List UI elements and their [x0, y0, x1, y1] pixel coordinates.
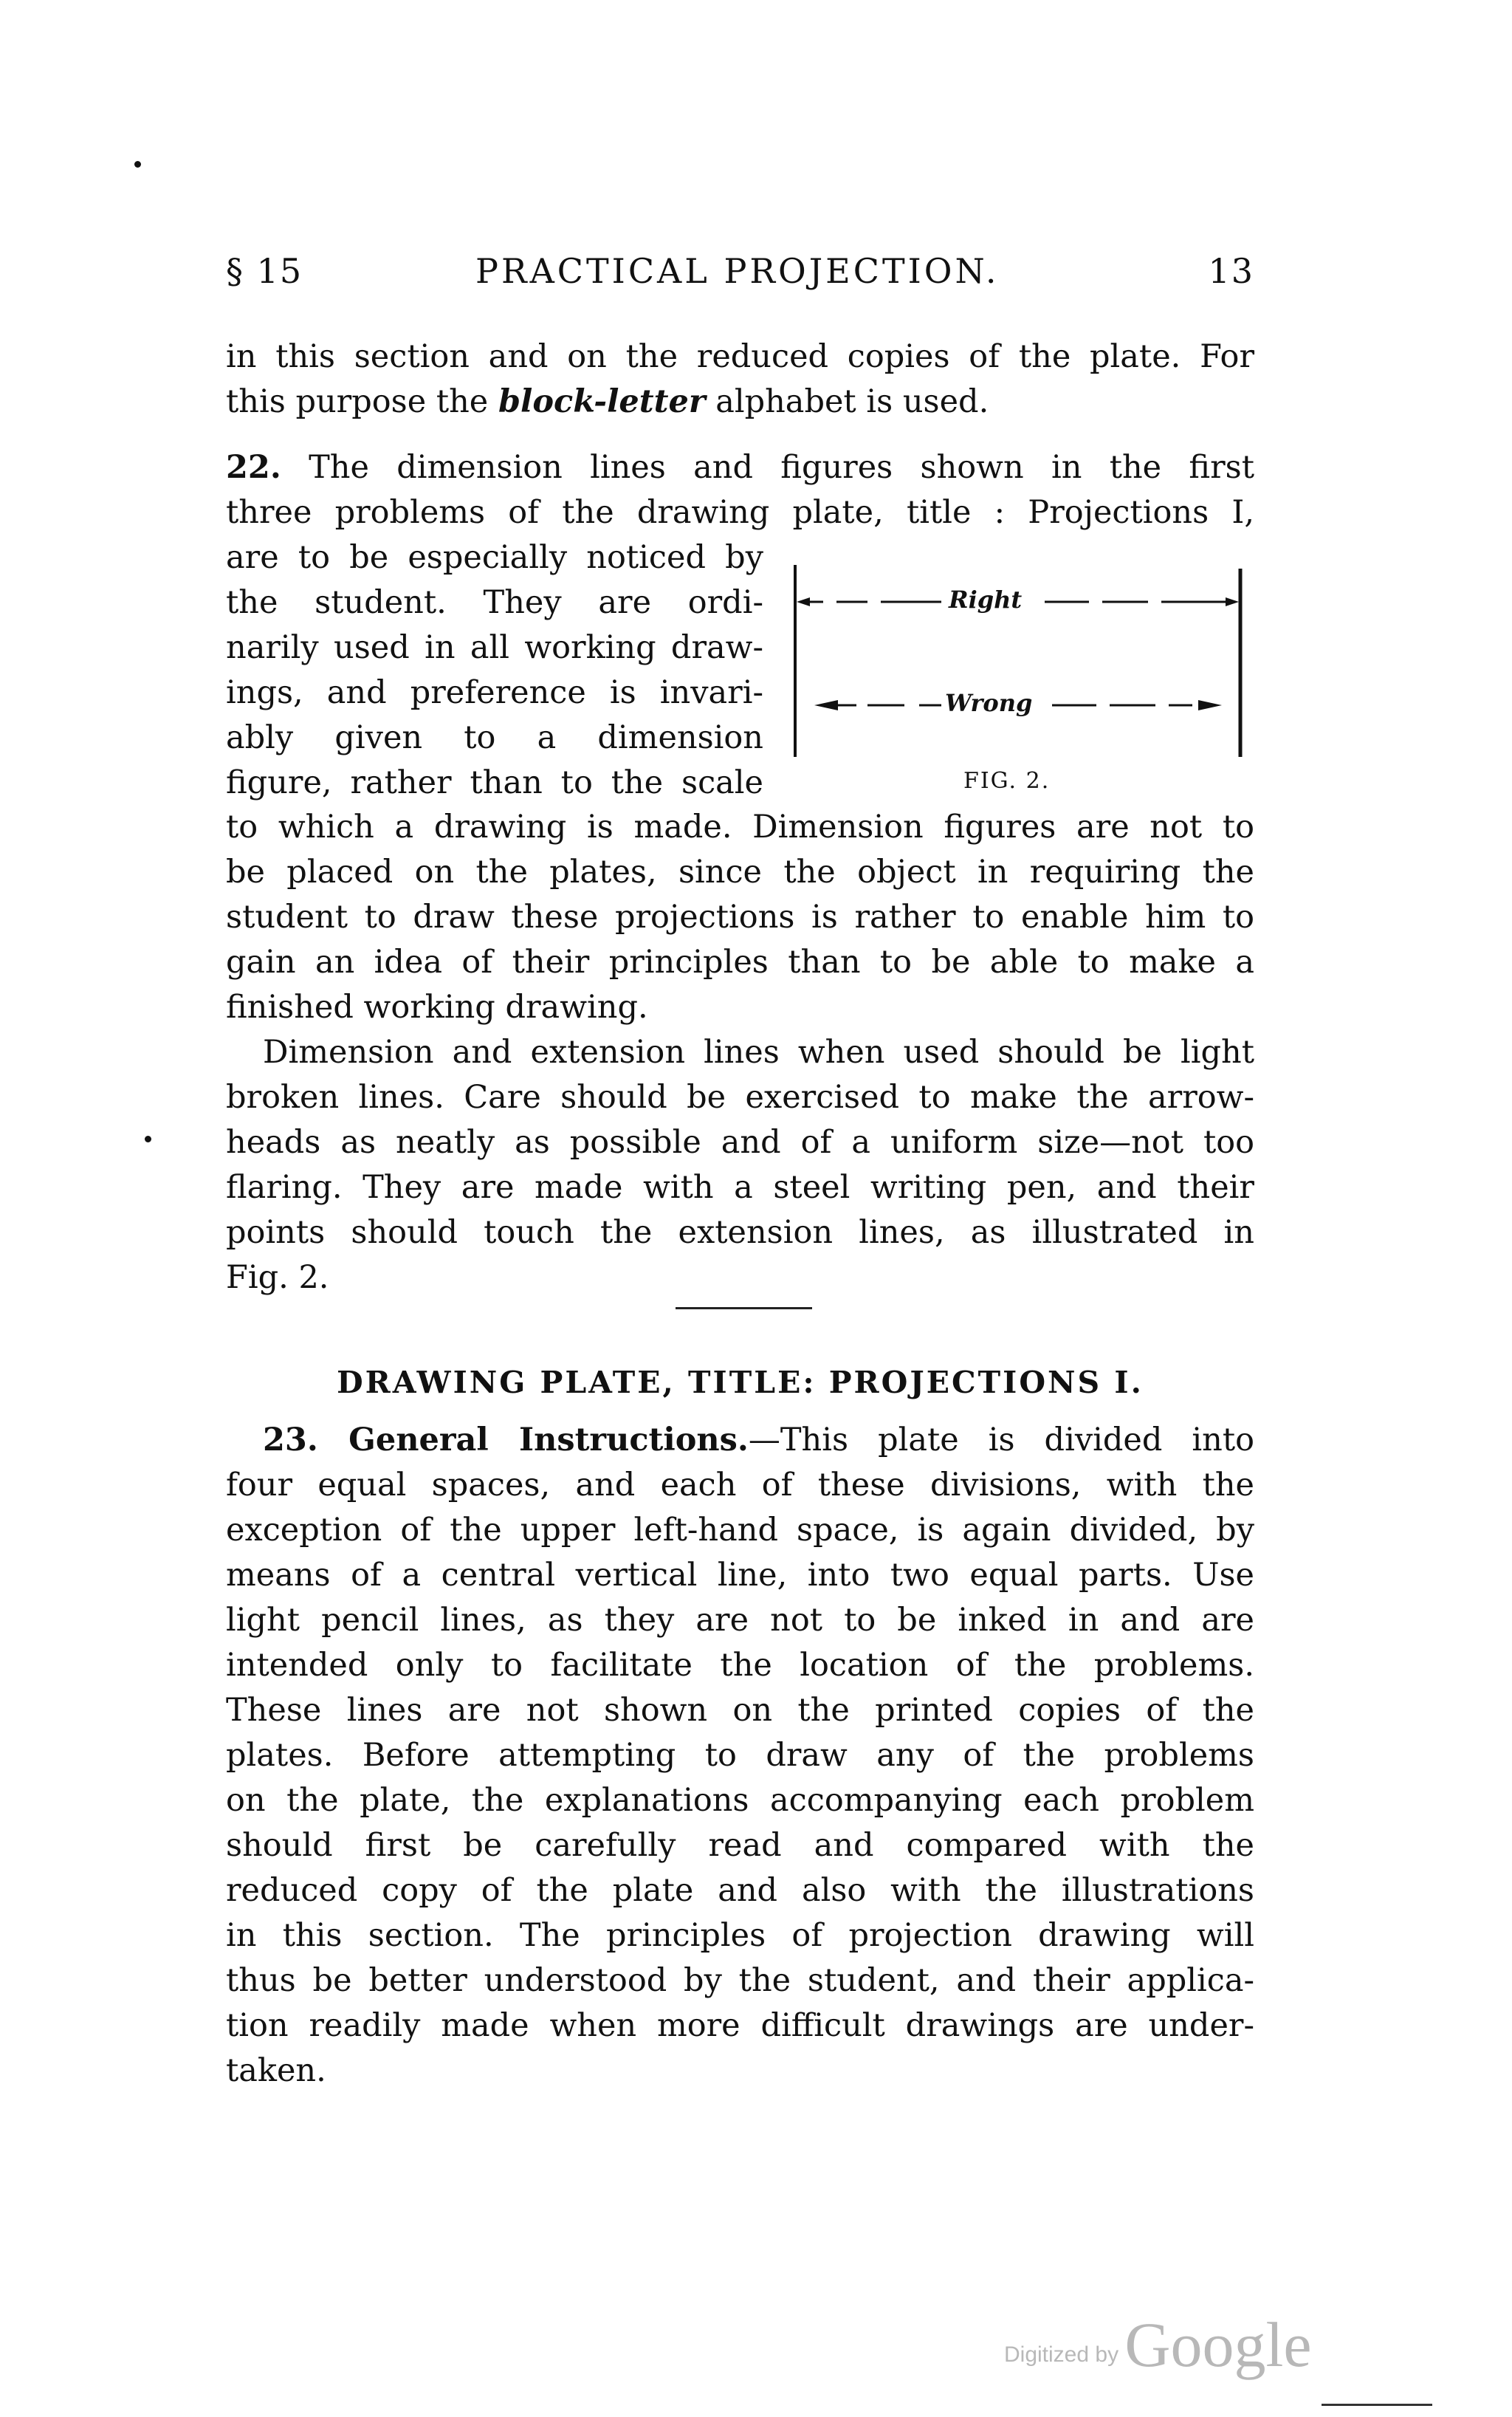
- footer-rule: [1322, 2404, 1432, 2406]
- run-in-title: General Instructions.: [317, 1422, 749, 1458]
- paragraph-dimension-lines: Dimension and extension lines when used should be light broken lines. Care should be exercised to make the arrow- heads as neatly as possible and of a uniform size—not too flaring. They are made with a steel writing pen, and their points should touch the extension lines, as illustrated in Fig. 2.: [226, 1034, 1254, 1296]
- paragraph-22-column: are to be especially noticed by the student. They are ordi- narily used in all working draw- ings, and preference is invari- ably given to a dimension figure, rather than to the scale: [226, 539, 763, 801]
- stray-mark: [145, 1136, 151, 1142]
- paragraph-23: 23. General Instructions.—This plate is divided into four equal spaces, and each of these divisions, with the exception of the upper left-hand space, is again divided, by means of a central vertical line, into two equal parts. Use light pencil lines, as they are not to be inked in and are intended only to facilitate the location of the problems. These lines are not shown on the printed copies of the plates. Before attempting to draw any of the problems on the plate, the explanations accompanying each problem should first be carefully read and compared with the reduced copy of the plate and also with the illustrations in this section. The principles of projection drawing will thus be better understood by the student, and their applica- tion readily made when more difficult drawings are under- taken.: [226, 1422, 1254, 2089]
- section-number: § 15: [226, 251, 303, 291]
- figure-2-drawing: [794, 565, 1251, 757]
- right-label: Right: [949, 586, 1023, 614]
- section-heading: DRAWING PLATE, TITLE: PROJECTIONS I.: [337, 1365, 1144, 1400]
- figure-2-dimension-lines: [794, 565, 1251, 757]
- article-number: 22.: [226, 449, 281, 486]
- wrong-label: Wrong: [945, 689, 1033, 717]
- paragraph-22-bottom: to which a drawing is made. Dimension figures are not to be placed on the plates, since the object in requiring the student to draw these projections is rather to enable him to gain an idea of their principles than to be able to make a finished working drawing.: [226, 809, 1254, 1026]
- figure-caption: FIG. 2.: [963, 768, 1051, 794]
- section-divider: [676, 1307, 812, 1309]
- digitized-by-google-watermark: Digitized by Google: [1004, 2309, 1312, 2380]
- paragraph-22-top: 22. The dimension lines and figures shown in the first three problems of the drawing plate, title : Projections I,: [226, 449, 1254, 531]
- page-number: 13: [1208, 251, 1254, 291]
- paragraph-intro: in this section and on the reduced copies of the plate. For this purpose the block-letter alphabet is used.: [226, 338, 1254, 420]
- article-number: 23.: [263, 1422, 318, 1458]
- running-title: PRACTICAL PROJECTION.: [475, 251, 1000, 291]
- stray-mark: [134, 161, 141, 168]
